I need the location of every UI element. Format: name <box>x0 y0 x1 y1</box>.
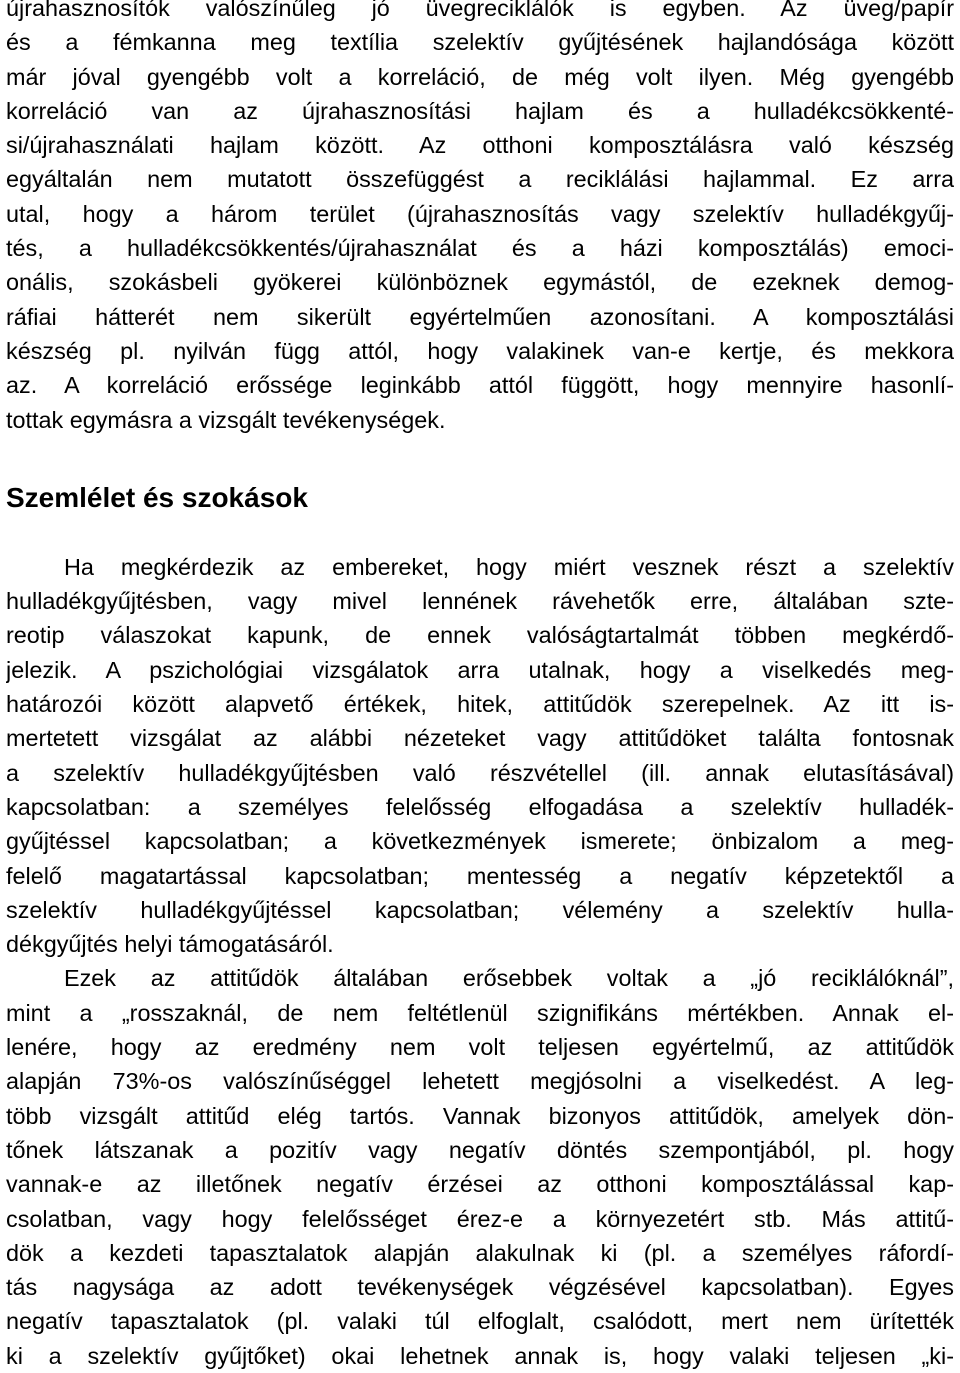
text-line: és a fémkanna meg textília szelektív gyűjtésének hajlandósága között <box>6 29 954 56</box>
text-line: Ezek az attitűdök általában erősebbek voltak a „jó reciklálóknál”, <box>64 965 954 992</box>
text-line: gyűjtéssel kapcsolatban; a következmények ismerete; önbizalom a meg- <box>6 828 954 855</box>
text-line: szelektív hulladékgyűjtéssel kapcsolatban; vélemény a szelektív hulla- <box>6 896 954 923</box>
text-line: reotip válaszokat kapunk, de ennek valóságtartalmát többen megkérdő- <box>6 622 954 649</box>
body-paragraph-2 <box>6 550 954 962</box>
text-line: tás nagysága az adott tevékenységek végzésével kapcsolatban). Egyes <box>6 1274 954 1301</box>
text-line: utal, hogy a három terület (újrahasznosítás vagy szelektív hulladékgyűj- <box>6 200 954 227</box>
body-paragraph-1 <box>6 0 954 437</box>
text-line: alapján 73%-os valószínűséggel lehetett megjósolni a viselkedést. A leg- <box>6 1068 954 1095</box>
text-line: tőnek látszanak a pozitív vagy negatív döntés szempontjából, pl. hogy <box>6 1136 954 1163</box>
text-line: egyáltalán nem mutatott összefüggést a reciklálási hajlammal. Ez arra <box>6 166 954 193</box>
text-line: hulladékgyűjtésben, vagy mivel lennének rávehetők erre, általában szte- <box>6 588 954 615</box>
text-line: tottak egymásra a vizsgált tevékenységek. <box>6 406 446 433</box>
text-line: ki a szelektív gyűjtőket) okai lehetnek annak is, hogy valaki teljesen „ki- <box>6 1342 954 1369</box>
text-line: tés, a hulladékcsökkentés/újrahasználat és a házi komposztálás) emoci- <box>6 235 954 262</box>
text-line: az. A korreláció erőssége leginkább attól függött, hogy mennyire hasonlí- <box>6 372 954 399</box>
text-line: újrahasznosítók valószínűleg jó üvegreciklálók is egyben. Az üveg/papír <box>6 0 954 21</box>
body-paragraph-3 <box>6 961 954 1373</box>
text-line: mint a „rosszaknál, de nem feltétlenül szignifikáns mértékben. Annak el- <box>6 999 954 1026</box>
text-line: a szelektív hulladékgyűjtésben való részvétellel (ill. annak elutasításával) <box>6 759 954 786</box>
text-line: kapcsolatban: a személyes felelősség elfogadása a szelektív hulladék- <box>6 793 954 820</box>
text-line: készség pl. nyilván függ attól, hogy valakinek van-e kertje, és mekkora <box>6 337 954 364</box>
text-line: felelő magatartással kapcsolatban; mentesség a negatív képzetektől a <box>6 862 954 889</box>
text-line: ráfiai hátterét nem sikerült egyértelműen azonosítani. A komposztálási <box>6 303 954 330</box>
text-line: negatív tapasztalatok (pl. valaki túl elfoglalt, csalódott, mert nem ürítették <box>6 1308 954 1335</box>
text-line: több vizsgált attitűd elég tartós. Vannak bizonyos attitűdök, amelyek dön- <box>6 1102 954 1129</box>
text-line: Ha megkérdezik az embereket, hogy miért vesznek részt a szelektív <box>64 553 954 580</box>
text-line: onális, szokásbeli gyökerei különböznek egymástól, de ezeknek demog- <box>6 269 954 296</box>
text-line: vannak-e az illetőnek negatív érzései az otthoni komposztálással kap- <box>6 1171 954 1198</box>
text-line: határozói között alapvető értékek, hitek, attitűdök szerepelnek. Az itt is- <box>6 691 954 718</box>
text-line: mertetett vizsgálat az alábbi nézeteket vagy attitűdöket találta fontosnak <box>6 725 954 752</box>
section-heading: Szemlélet és szokások <box>6 481 308 513</box>
text-line: csolatban, vagy hogy felelősséget érez-e a környezetért stb. Más attitű- <box>6 1205 954 1232</box>
text-line: korreláció van az újrahasznosítási hajlam és a hulladékcsökkenté- <box>6 97 954 124</box>
text-line: jelezik. A pszichológiai vizsgálatok arra utalnak, hogy a viselkedés meg- <box>6 656 954 683</box>
text-line: lenére, hogy az eredmény nem volt teljesen egyértelmű, az attitűdök <box>6 1034 954 1061</box>
text-line: si/újrahasználati hajlam között. Az otthoni komposztálásra való készség <box>6 132 954 159</box>
text-line: dök a kezdeti tapasztalatok alapján alakulnak ki (pl. a személyes ráfordí- <box>6 1239 954 1266</box>
text-line: dékgyűjtés helyi támogatásáról. <box>6 931 334 958</box>
text-line: már jóval gyengébb volt a korreláció, de még volt ilyen. Még gyengébb <box>6 63 954 90</box>
